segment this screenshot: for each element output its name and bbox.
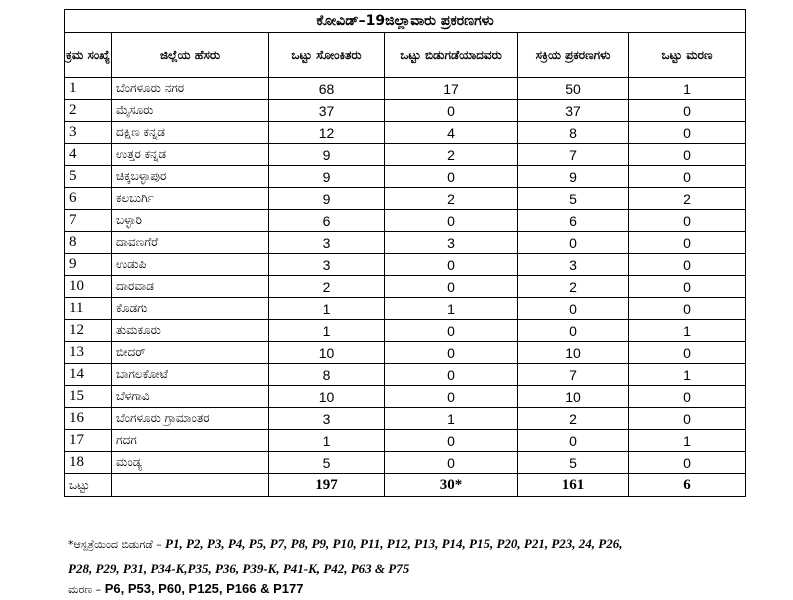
- row-sno: 16: [65, 408, 112, 430]
- total-active: 161: [518, 474, 629, 497]
- row-district: ಬೆಂಗಳೂರು ನಗರ: [112, 78, 269, 100]
- header-total-discharged: ಒಟ್ಟು ಬಿಡುಗಡೆಯಾದವರು: [385, 33, 518, 78]
- row-sno: 4: [65, 144, 112, 166]
- row-discharged: 0: [385, 452, 518, 474]
- row-deaths: 0: [629, 298, 746, 320]
- table-row: [65, 188, 746, 210]
- row-sno: 14: [65, 364, 112, 386]
- row-sno: 1: [65, 78, 112, 100]
- table-row: [65, 78, 746, 100]
- discharge-footnote-continued: [68, 561, 409, 577]
- row-sno: 7: [65, 210, 112, 232]
- table-row: [65, 100, 746, 122]
- row-active: 10: [518, 386, 629, 408]
- row-sno: 17: [65, 430, 112, 452]
- row-sno: 13: [65, 342, 112, 364]
- discharge-footnote-list-1: P1, P2, P3, P4, P5, P7, P8, P9, P10, P11, P12, P13, P14, P15, P20, P21, P23, 24, P26,: [165, 536, 623, 551]
- row-discharged: 3: [385, 232, 518, 254]
- row-sno: 15: [65, 386, 112, 408]
- row-sno: 5: [65, 166, 112, 188]
- row-active: 0: [518, 320, 629, 342]
- row-deaths: 1: [629, 430, 746, 452]
- row-deaths: 0: [629, 386, 746, 408]
- row-district: ದಕ್ಷಿಣ ಕನ್ನಡ: [112, 122, 269, 144]
- row-discharged: 0: [385, 276, 518, 298]
- row-district: ಉತ್ತರ ಕನ್ನಡ: [112, 144, 269, 166]
- row-sno: 8: [65, 232, 112, 254]
- header-total-infected: ಒಟ್ಟು ಸೋಂಕಿತರು: [269, 33, 385, 78]
- discharge-footnote-label: *ಆಸ್ಪತ್ರೆಯಿಂದ ಬಿಡುಗಡೆ –: [68, 538, 162, 551]
- row-infected: 1: [269, 320, 385, 342]
- table-row: [65, 298, 746, 320]
- row-sno: 3: [65, 122, 112, 144]
- row-deaths: 1: [629, 78, 746, 100]
- total-row: [65, 474, 746, 497]
- table-row: [65, 320, 746, 342]
- row-sno: 2: [65, 100, 112, 122]
- row-infected: 9: [269, 144, 385, 166]
- row-discharged: 4: [385, 122, 518, 144]
- row-active: 9: [518, 166, 629, 188]
- row-district: ಬೆಳಗಾವಿ: [112, 386, 269, 408]
- row-infected: 8: [269, 364, 385, 386]
- discharge-footnote-list-2: P28, P29, P31, P34-K,P35, P36, P39-K, P41-K, P42, P63 & P75: [68, 561, 410, 576]
- row-district: ಬೆಂಗಳೂರು ಗ್ರಾಮಾಂತರ: [112, 408, 269, 430]
- row-deaths: 1: [629, 320, 746, 342]
- row-deaths: 0: [629, 342, 746, 364]
- row-deaths: 1: [629, 364, 746, 386]
- row-infected: 37: [269, 100, 385, 122]
- row-district: ಮೈಸೂರು: [112, 100, 269, 122]
- row-infected: 9: [269, 188, 385, 210]
- district-cases-table: [64, 9, 746, 497]
- row-active: 10: [518, 342, 629, 364]
- row-active: 0: [518, 298, 629, 320]
- row-discharged: 0: [385, 210, 518, 232]
- row-active: 7: [518, 364, 629, 386]
- row-infected: 10: [269, 342, 385, 364]
- table-row: [65, 254, 746, 276]
- table-title: ಕೋವಿಡ್–19ಜಿಲ್ಲಾವಾರು ಪ್ರಕರಣಗಳು: [65, 10, 746, 33]
- total-label: ಒಟ್ಟು: [65, 474, 112, 497]
- row-active: 2: [518, 276, 629, 298]
- discharge-footnote: [68, 536, 623, 552]
- row-active: 50: [518, 78, 629, 100]
- row-discharged: 0: [385, 166, 518, 188]
- row-active: 3: [518, 254, 629, 276]
- row-deaths: 0: [629, 452, 746, 474]
- header-sno: ಕ್ರಮ ಸಂಖ್ಯೆ: [65, 33, 112, 78]
- table-row: [65, 408, 746, 430]
- row-infected: 1: [269, 298, 385, 320]
- table-row: [65, 210, 746, 232]
- row-discharged: 2: [385, 144, 518, 166]
- row-discharged: 0: [385, 254, 518, 276]
- header-total-deaths: ಒಟ್ಟು ಮರಣ: [629, 33, 746, 78]
- total-infected: 197: [269, 474, 385, 497]
- row-infected: 5: [269, 452, 385, 474]
- row-sno: 9: [65, 254, 112, 276]
- row-active: 5: [518, 188, 629, 210]
- table-row: [65, 122, 746, 144]
- table-row: [65, 430, 746, 452]
- row-district: ಉಡುಪಿ: [112, 254, 269, 276]
- row-infected: 68: [269, 78, 385, 100]
- table-row: [65, 166, 746, 188]
- death-footnote-list: P6, P53, P60, P125, P166 & P177: [104, 581, 304, 596]
- row-active: 6: [518, 210, 629, 232]
- row-deaths: 0: [629, 122, 746, 144]
- row-infected: 3: [269, 232, 385, 254]
- row-district: ಮಂಡ್ಯ: [112, 452, 269, 474]
- row-active: 8: [518, 122, 629, 144]
- row-deaths: 0: [629, 408, 746, 430]
- row-sno: 11: [65, 298, 112, 320]
- row-deaths: 0: [629, 144, 746, 166]
- row-deaths: 0: [629, 166, 746, 188]
- row-infected: 10: [269, 386, 385, 408]
- row-infected: 3: [269, 408, 385, 430]
- death-footnote: [68, 581, 303, 597]
- row-deaths: 0: [629, 254, 746, 276]
- row-active: 7: [518, 144, 629, 166]
- row-district: ಚಿಕ್ಕಬಳ್ಳಾಪುರ: [112, 166, 269, 188]
- row-deaths: 0: [629, 210, 746, 232]
- row-discharged: 0: [385, 386, 518, 408]
- table-row: [65, 452, 746, 474]
- row-discharged: 0: [385, 430, 518, 452]
- row-infected: 9: [269, 166, 385, 188]
- row-infected: 3: [269, 254, 385, 276]
- header-row: [65, 33, 746, 78]
- row-discharged: 2: [385, 188, 518, 210]
- row-deaths: 0: [629, 276, 746, 298]
- row-sno: 18: [65, 452, 112, 474]
- row-district: ದಾರವಾಡ: [112, 276, 269, 298]
- row-district: ತುಮಕೂರು: [112, 320, 269, 342]
- row-district: ಬಳ್ಳಾರಿ: [112, 210, 269, 232]
- row-sno: 10: [65, 276, 112, 298]
- row-deaths: 2: [629, 188, 746, 210]
- row-infected: 1: [269, 430, 385, 452]
- row-district: ಕೊಡಗು: [112, 298, 269, 320]
- row-discharged: 17: [385, 78, 518, 100]
- row-deaths: 0: [629, 100, 746, 122]
- table-row: [65, 276, 746, 298]
- row-discharged: 1: [385, 298, 518, 320]
- row-district: ಬಾಗಲಕೋಟೆ: [112, 364, 269, 386]
- row-discharged: 1: [385, 408, 518, 430]
- row-sno: 6: [65, 188, 112, 210]
- table-row: [65, 342, 746, 364]
- row-district: ಬೀದರ್: [112, 342, 269, 364]
- row-active: 2: [518, 408, 629, 430]
- row-district: ಕಲಬುರ್ಗಿ: [112, 188, 269, 210]
- header-district: ಜಿಲ್ಲೆಯ ಹೆಸರು: [112, 33, 269, 78]
- death-footnote-label: ಮರಣ –: [68, 583, 102, 596]
- table-row: [65, 144, 746, 166]
- total-empty-cell: [112, 474, 269, 497]
- row-sno: 12: [65, 320, 112, 342]
- row-active: 0: [518, 430, 629, 452]
- total-deaths: 6: [629, 474, 746, 497]
- row-discharged: 0: [385, 320, 518, 342]
- table-row: [65, 364, 746, 386]
- row-discharged: 0: [385, 100, 518, 122]
- row-infected: 12: [269, 122, 385, 144]
- row-active: 37: [518, 100, 629, 122]
- table-row: [65, 232, 746, 254]
- row-district: ದಾವಣಗೆರೆ: [112, 232, 269, 254]
- row-discharged: 0: [385, 342, 518, 364]
- row-infected: 2: [269, 276, 385, 298]
- header-active: ಸಕ್ರಿಯ ಪ್ರಕರಣಗಳು: [518, 33, 629, 78]
- row-infected: 6: [269, 210, 385, 232]
- table-row: [65, 386, 746, 408]
- row-discharged: 0: [385, 364, 518, 386]
- row-active: 5: [518, 452, 629, 474]
- row-active: 0: [518, 232, 629, 254]
- total-discharged: 30*: [385, 474, 518, 497]
- row-district: ಗದಗ: [112, 430, 269, 452]
- row-deaths: 0: [629, 232, 746, 254]
